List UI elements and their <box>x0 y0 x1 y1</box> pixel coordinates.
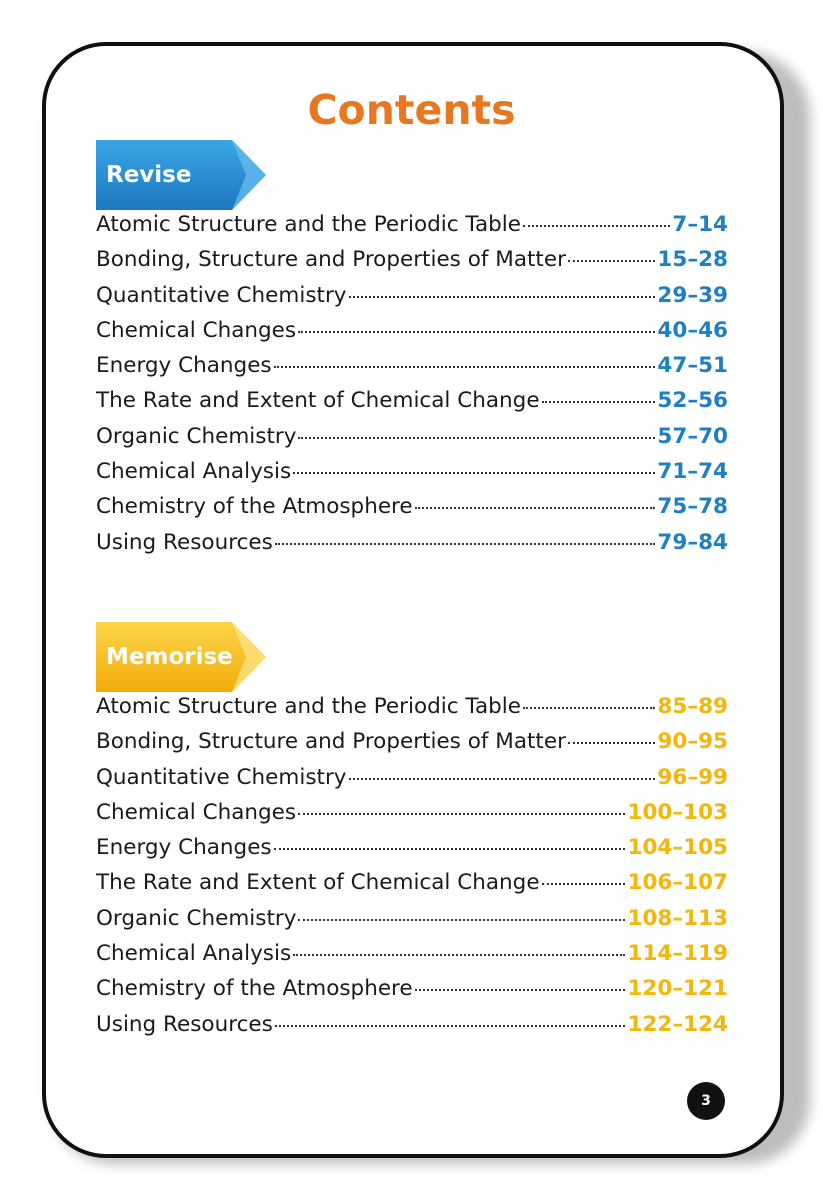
entry-title: Chemical Analysis <box>96 459 292 485</box>
entry-title: The Rate and Extent of Chemical Change <box>96 870 540 896</box>
entry-title: Chemistry of the Atmosphere <box>96 976 413 1002</box>
page-number: 3 <box>687 1082 725 1120</box>
entry-title: Chemical Changes <box>96 799 297 825</box>
entry-title: Bonding, Structure and Properties of Matter <box>96 729 566 755</box>
leader-dots <box>293 954 625 956</box>
list-item[interactable] <box>96 247 728 282</box>
entry-pages: 106–107 <box>627 870 728 896</box>
entry-title: Atomic Structure and the Periodic Table <box>96 212 522 237</box>
leader-dots <box>274 366 656 368</box>
entry-pages: 29–39 <box>657 282 728 308</box>
leader-dots <box>298 919 625 921</box>
entry-title: Using Resources <box>96 529 273 555</box>
list-item[interactable] <box>96 459 728 494</box>
entry-pages: 7–14 <box>672 212 728 237</box>
revise-banner <box>96 140 268 210</box>
entry-title: Quantitative Chemistry <box>96 282 347 308</box>
entry-pages: 100–103 <box>627 799 728 825</box>
entry-pages: 47–51 <box>657 353 728 379</box>
list-item[interactable] <box>96 870 728 905</box>
entry-pages: 40–46 <box>657 317 728 343</box>
memorise-list <box>96 694 728 1047</box>
entry-title: The Rate and Extent of Chemical Change <box>96 388 540 414</box>
list-item[interactable] <box>96 800 728 835</box>
entry-title: Atomic Structure and the Periodic Table <box>96 694 522 719</box>
leader-dots <box>568 260 655 262</box>
entry-title: Using Resources <box>96 1011 273 1037</box>
list-item[interactable] <box>96 765 728 800</box>
entry-title: Energy Changes <box>96 835 272 861</box>
list-item[interactable] <box>96 976 728 1011</box>
list-item[interactable] <box>96 353 728 388</box>
entry-pages: 75–78 <box>657 494 728 520</box>
leader-dots <box>415 507 656 509</box>
list-item[interactable] <box>96 212 728 247</box>
list-item[interactable] <box>96 283 728 318</box>
leader-dots <box>293 472 655 474</box>
leader-dots <box>275 543 656 545</box>
entry-title: Chemistry of the Atmosphere <box>96 494 413 520</box>
entry-pages: 96–99 <box>657 764 728 790</box>
entry-pages: 108–113 <box>627 905 728 931</box>
page-title: Contents <box>307 86 516 134</box>
entry-pages: 85–89 <box>657 694 728 719</box>
entry-pages: 15–28 <box>657 247 728 273</box>
list-item[interactable] <box>96 388 728 423</box>
entry-title: Chemical Changes <box>96 317 297 343</box>
revise-label: Revise <box>106 162 192 188</box>
leader-dots <box>349 778 656 780</box>
revise-list <box>96 212 728 565</box>
leader-dots <box>523 225 670 227</box>
leader-dots <box>275 1025 626 1027</box>
leader-dots <box>415 989 626 991</box>
entry-title: Bonding, Structure and Properties of Matter <box>96 247 566 273</box>
leader-dots <box>542 401 656 403</box>
memorise-banner <box>96 622 268 692</box>
leader-dots <box>349 296 656 298</box>
entry-pages: 79–84 <box>657 529 728 555</box>
list-item[interactable] <box>96 318 728 353</box>
leader-dots <box>298 437 655 439</box>
entry-pages: 71–74 <box>657 459 728 485</box>
entry-pages: 52–56 <box>657 388 728 414</box>
leader-dots <box>523 707 655 709</box>
leader-dots <box>298 331 655 333</box>
list-item[interactable] <box>96 424 728 459</box>
leader-dots <box>274 848 626 850</box>
entry-pages: 57–70 <box>657 423 728 449</box>
list-item[interactable] <box>96 835 728 870</box>
entry-title: Quantitative Chemistry <box>96 764 347 790</box>
entry-pages: 120–121 <box>627 976 728 1002</box>
list-item[interactable] <box>96 530 728 565</box>
list-item[interactable] <box>96 694 728 729</box>
entry-title: Energy Changes <box>96 353 272 379</box>
entry-pages: 104–105 <box>627 835 728 861</box>
entry-title: Organic Chemistry <box>96 905 297 931</box>
memorise-label: Memorise <box>106 644 233 670</box>
list-item[interactable] <box>96 494 728 529</box>
entry-pages: 114–119 <box>627 941 728 967</box>
leader-dots <box>298 813 625 815</box>
list-item[interactable] <box>96 1012 728 1047</box>
entry-pages: 122–124 <box>627 1011 728 1037</box>
list-item[interactable] <box>96 729 728 764</box>
entry-pages: 90–95 <box>657 729 728 755</box>
leader-dots <box>542 883 626 885</box>
list-item[interactable] <box>96 906 728 941</box>
entry-title: Chemical Analysis <box>96 941 292 967</box>
leader-dots <box>568 742 655 744</box>
entry-title: Organic Chemistry <box>96 423 297 449</box>
list-item[interactable] <box>96 941 728 976</box>
